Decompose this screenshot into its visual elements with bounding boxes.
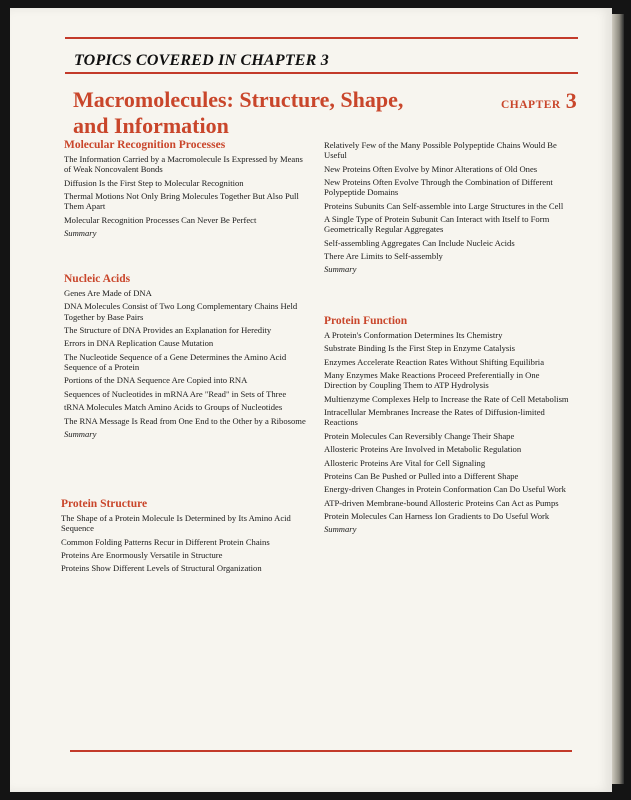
section-molecular-recognition [64, 139, 312, 238]
section-protein-structure-continued [324, 140, 570, 274]
topic-item: Thermal Motions Not Only Bring Molecules Together But Also Pull Them Apart [64, 190, 299, 212]
topic-item: Energy-driven Changes in Protein Conformation Can Do Useful Work [324, 484, 566, 495]
chapter-label [501, 88, 577, 114]
section-heading: Molecular Recognition Processes [64, 139, 226, 151]
topic-item: Common Folding Patterns Recur in Different Protein Chains [61, 536, 270, 547]
summary-label: Summary [324, 524, 357, 535]
topic-item: Diffusion Is the First Step to Molecular Recognition [64, 177, 244, 188]
top-rule-upper [65, 37, 578, 39]
section-heading: Nucleic Acids [64, 273, 131, 285]
chapter-number: 3 [565, 88, 577, 113]
section-protein-structure [61, 498, 311, 577]
topic-item: tRNA Molecules Match Amino Acids to Groups of Nucleotides [64, 402, 283, 413]
topic-item: There Are Limits to Self-assembly [324, 250, 443, 261]
topic-item: Self-assembling Aggregates Can Include Nucleic Acids [324, 237, 515, 248]
topic-item: Enzymes Accelerate Reaction Rates Without Shifting Equilibria [324, 356, 545, 367]
summary-label: Summary [64, 428, 97, 439]
topic-item: A Single Type of Protein Subunit Can Interact with Itself to Form Geometrically Regular Aggregates [324, 213, 550, 235]
summary-label: Summary [324, 264, 357, 275]
book-spine-edge [612, 14, 624, 784]
topic-list [64, 288, 308, 426]
book-page [10, 8, 612, 792]
topic-item: Molecular Recognition Processes Can Never Be Perfect [64, 214, 257, 225]
topic-item: Protein Molecules Can Harness Ion Gradients to Do Useful Work [324, 511, 550, 522]
topic-item: Intracellular Membranes Increase the Rates of Diffusion-limited Reactions [324, 407, 545, 428]
topic-item: A Protein's Conformation Determines Its Chemistry [324, 330, 503, 340]
chapter-title: Macromolecules: Structure, Shape, and Information [73, 87, 404, 138]
topic-item: Allosteric Proteins Are Vital for Cell Signaling [324, 457, 486, 468]
topic-list [61, 513, 311, 574]
section-heading: Protein Function [324, 315, 408, 327]
topic-item: The Nucleotide Sequence of a Gene Determines the Amino Acid Sequence of a Protein [64, 351, 287, 372]
topic-item: Proteins Can Be Pushed or Pulled into a Different Shape [324, 470, 519, 481]
topic-item: ATP-driven Membrane-bound Allosteric Proteins Can Act as Pumps [324, 497, 559, 508]
topic-item: Protein Molecules Can Reversibly Change Their Shape [324, 430, 515, 441]
topic-item: New Proteins Often Evolve by Minor Alterations of Old Ones [324, 163, 538, 174]
topic-item: Many Enzymes Make Reactions Proceed Preferentially in One Direction by Coupling Them to ATP Hydrolysis [324, 370, 540, 391]
chapter-word: CHAPTER [501, 99, 561, 111]
topic-item: Sequences of Nucleotides in mRNA Are "Read" in Sets of Three [64, 388, 287, 399]
topic-item: New Proteins Often Evolve Through the Combination of Different Polypeptide Domains [324, 176, 553, 198]
topics-title: TOPICS COVERED IN CHAPTER 3 [74, 52, 329, 69]
section-heading: Protein Structure [61, 498, 148, 510]
topic-item: Multienzyme Complexes Help to Increase the Rate of Cell Metabolism [324, 393, 569, 404]
topic-item: Allosteric Proteins Are Involved in Metabolic Regulation [324, 444, 522, 455]
topic-list [324, 140, 570, 261]
topic-item: Proteins Subunits Can Self-assemble into Large Structures in the Cell [324, 200, 564, 211]
topic-item: The Structure of DNA Provides an Explanation for Heredity [64, 324, 272, 335]
topic-item: The Shape of a Protein Molecule Is Determined by Its Amino Acid Sequence [61, 513, 291, 534]
section-protein-function [324, 315, 572, 534]
topic-list [324, 330, 572, 521]
bottom-rule [70, 750, 572, 752]
topic-item: Relatively Few of the Many Possible Polypeptide Chains Would Be Useful [324, 140, 557, 161]
section-nucleic-acids [64, 273, 308, 439]
topic-item: DNA Molecules Consist of Two Long Complementary Chains Held Together by Base Pairs [64, 301, 298, 322]
topic-item: Proteins Are Enormously Versatile in Structure [61, 549, 223, 560]
topic-item: The Information Carried by a Macromolecule Is Expressed by Means of Weak Noncovalent Bonds [64, 154, 303, 175]
topic-item: The RNA Message Is Read from One End to the Other by a Ribosome [64, 415, 306, 426]
topic-item: Portions of the DNA Sequence Are Copied into RNA [64, 375, 248, 386]
topic-item: Genes Are Made of DNA [64, 288, 152, 298]
topic-list [64, 154, 312, 225]
top-rule-lower [65, 72, 578, 74]
topic-item: Errors in DNA Replication Cause Mutation [64, 338, 214, 349]
topic-item: Proteins Show Different Levels of Structural Organization [61, 563, 262, 574]
topic-item: Substrate Binding Is the First Step in Enzyme Catalysis [324, 343, 515, 354]
summary-label: Summary [64, 227, 97, 238]
